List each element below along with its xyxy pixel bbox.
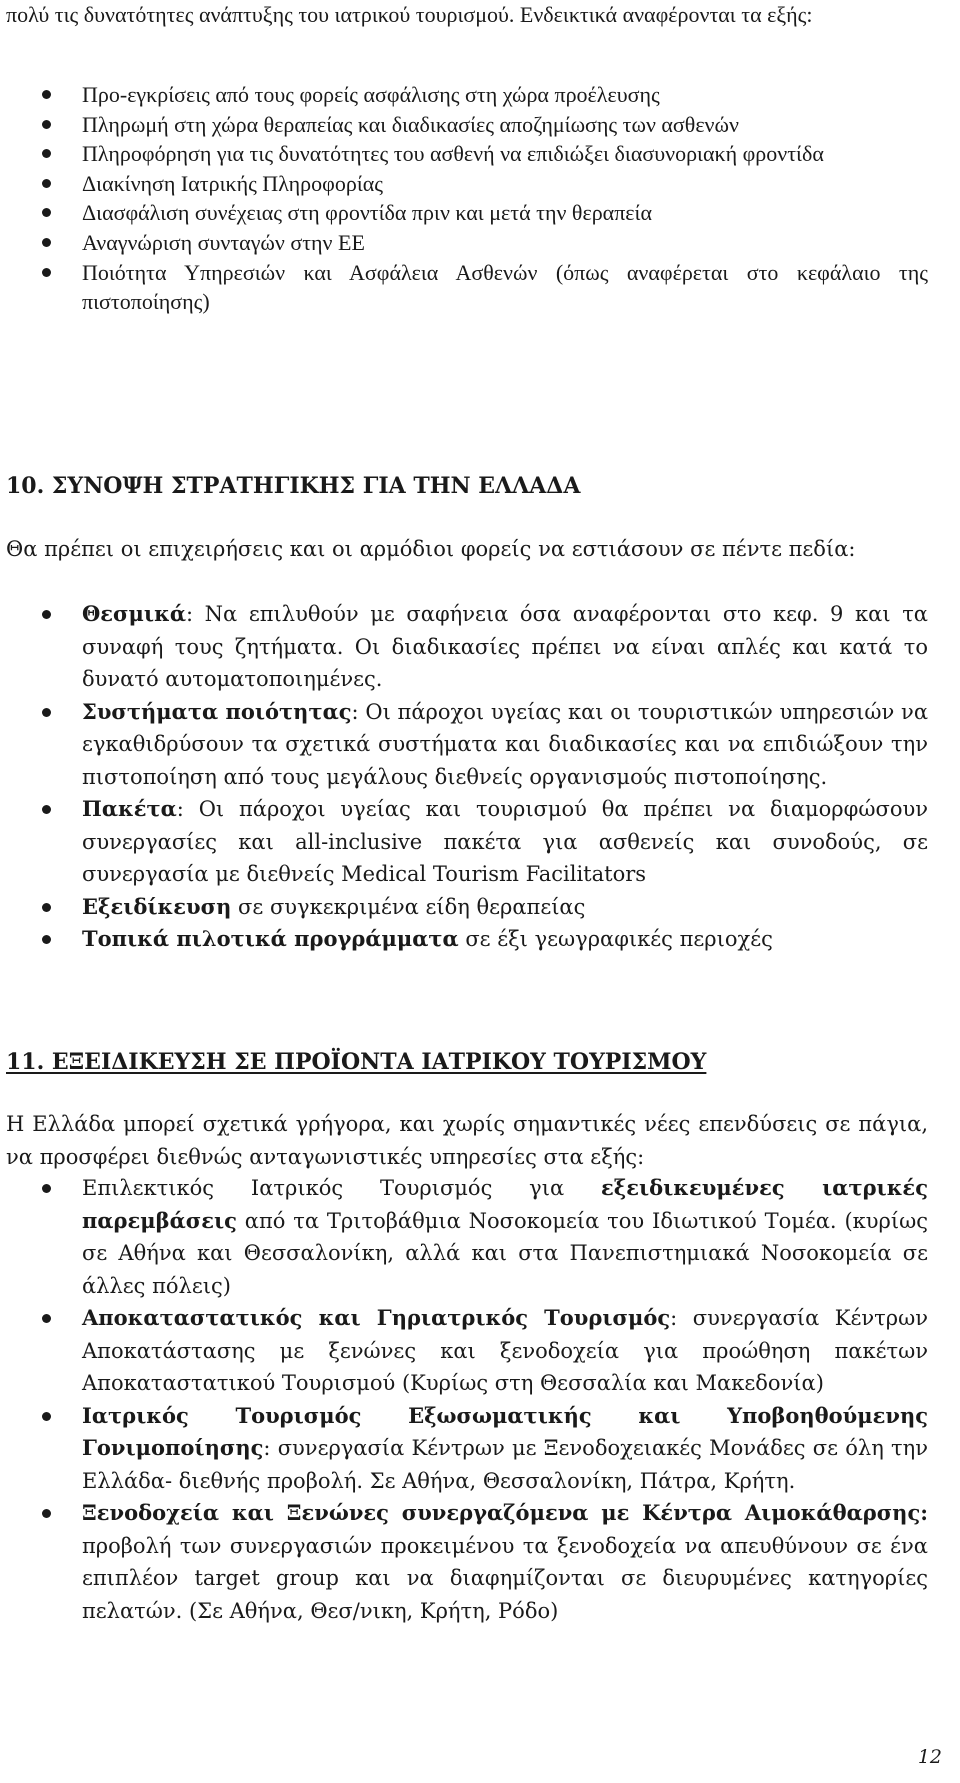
bullet-icon [42, 268, 51, 277]
section-10-heading: 10. ΣΥΝΟΨΗ ΣΤΡΑΤΗΓΙΚΗΣ ΓΙΑ ΤΗΝ ΕΛΛΑΔΑ [6, 473, 581, 499]
bullet-icon [42, 1184, 51, 1193]
intro-paragraph: πολύ τις δυνατότητες ανάπτυξης του ιατρικού τουρισμού. Ενδεικτικά αναφέρονται τα εξής: [6, 2, 813, 27]
list-item: Αποκαταστατικός και Γηριατρικός Τουρισμός: συνεργασία Κέντρων Αποκατάστασης με ξενώνες και ξενοδοχεία για προώθηση πακέτων Αποκαταστατικού Τουρισμού (Κυρίως στη Θεσσαλία και Μακεδονία) [0, 1302, 928, 1400]
bullet-icon [42, 238, 51, 247]
section-10-intro: Θα πρέπει οι επιχειρήσεις και οι αρμόδιοι φορείς να εστιάσουν σε πέντε πεδία: [6, 537, 856, 561]
bullet-icon [42, 1509, 51, 1518]
list-item: Συστήματα ποιότητας: Οι πάροχοι υγείας και οι τουριστικών υπηρεσιών να εγκαθιδρύσουν τα σχετικά συστήματα και διαδικασίες και να επιδιώξουν την πιστοποίηση από τους μεγάλους διεθνείς οργανισμούς πιστοποίησης. [0, 696, 928, 794]
bullet-icon [42, 935, 51, 944]
list-item: Θεσμικά: Να επιλυθούν με σαφήνεια όσα αναφέρονται στο κεφ. 9 και τα συναφή τους ζητήματα. Οι διαδικασίες πρέπει να είναι απλές και κατά το δυνατό αυτοματοποιημένες. [0, 598, 928, 696]
bullet-icon [42, 149, 51, 158]
page-number: 12 [917, 1746, 942, 1768]
term: Τοπικά πιλοτικά προγράμματα [82, 926, 459, 951]
list-item: Πληροφόρηση για τις δυνατότητες του ασθενή να επιδιώξει διασυνοριακή φροντίδα [0, 139, 928, 169]
list-item: Αναγνώριση συνταγών στην ΕΕ [0, 228, 928, 258]
term: Πακέτα [82, 796, 177, 821]
bullet-icon [42, 1412, 51, 1421]
term: Εξειδίκευση [82, 893, 232, 919]
section-11-heading: 11. ΕΞΕΙΔΙΚΕΥΣΗ ΣΕ ΠΡΟΪΟΝΤΑ ΙΑΤΡΙΚΟΥ ΤΟΥΡΙΣΜΟΥ [6, 1049, 707, 1075]
term: Θεσμικά [82, 601, 186, 626]
bullet-icon [42, 208, 51, 217]
list-item: Πληρωμή στη χώρα θεραπείας και διαδικασίες αποζημίωσης των ασθενών [0, 110, 928, 140]
bullet-icon [42, 120, 51, 129]
list-item: Επιλεκτικός Ιατρικός Τουρισμός για εξειδικευμένες ιατρικές παρεμβάσεις από τα Τριτοβάθμια Νοσοκομεία του Ιδιωτικού Τομέα. (κυρίως σε Αθήνα και Θεσσαλονίκη, αλλά και στα Πανεπιστημιακά Νοσοκομεία σε άλλες πόλεις) [0, 1172, 928, 1302]
section-11-intro: Η Ελλάδα μπορεί σχετικά γρήγορα, και χωρίς σημαντικές νέες επενδύσεις σε πάγια, να προσφέρει διεθνώς ανταγωνιστικές υπηρεσίες στα εξής: [6, 1112, 928, 1169]
bullet-icon [42, 1314, 51, 1323]
bullet-icon [42, 90, 51, 99]
term: Συστήματα ποιότητας [82, 698, 352, 724]
bullet-icon [42, 708, 51, 717]
bullet-icon [42, 903, 51, 912]
bullet-icon [42, 610, 51, 619]
list-item: Ιατρικός Τουρισμός Εξωσωματικής και Υποβοηθούμενης Γονιμοποίησης: συνεργασία Κέντρων με Ξενοδοχειακές Μονάδες σε όλη την Ελλάδα- διεθνής προβολή. Σε Αθήνα, Θεσσαλονίκη, Πάτρα, Κρήτη. [0, 1400, 928, 1498]
list-item: Εξειδίκευση σε συγκεκριμένα είδη θεραπείας [0, 891, 928, 924]
list-item: Ξενοδοχεία και Ξενώνες συνεργαζόμενα με Κέντρα Αιμοκάθαρσης: προβολή των συνεργασιών προκειμένου τα ξενοδοχεία να απευθύνουν σε ένα επιπλέον target group και να διαφημίζονται σε διευρυμένες κατηγορίες πελατών. (Σε Αθήνα, Θεσ/νικη, Κρήτη, Ρόδο) [0, 1497, 928, 1627]
bullet-icon [42, 179, 51, 188]
list-item: Πακέτα: Οι πάροχοι υγείας και τουρισμού θα πρέπει να διαμορφώσουν συνεργασίες και all-inclusive πακέτα για ασθενείς και συνοδούς, σε συνεργασία με διεθνείς Medical Tourism Facilitators [0, 793, 928, 891]
list-item: Τοπικά πιλοτικά προγράμματα σε έξι γεωγραφικές περιοχές [0, 923, 928, 956]
strategy-fields-list [0, 598, 928, 956]
list-item: Διακίνηση Ιατρικής Πληροφορίας [0, 169, 928, 199]
list-item: Διασφάλιση συνέχειας στη φροντίδα πριν και μετά την θεραπεία [0, 198, 928, 228]
medical-tourism-products-list [0, 1172, 928, 1627]
list-item: Ποιότητα Υπηρεσιών και Ασφάλεια Ασθενών (όπως αναφέρεται στο κεφάλαιο της πιστοποίησης) [0, 258, 928, 317]
list-item: Προ-εγκρίσεις από τους φορείς ασφάλισης στη χώρα προέλευσης [0, 80, 928, 110]
insurance-topics-list [0, 80, 928, 317]
bullet-icon [42, 805, 51, 814]
